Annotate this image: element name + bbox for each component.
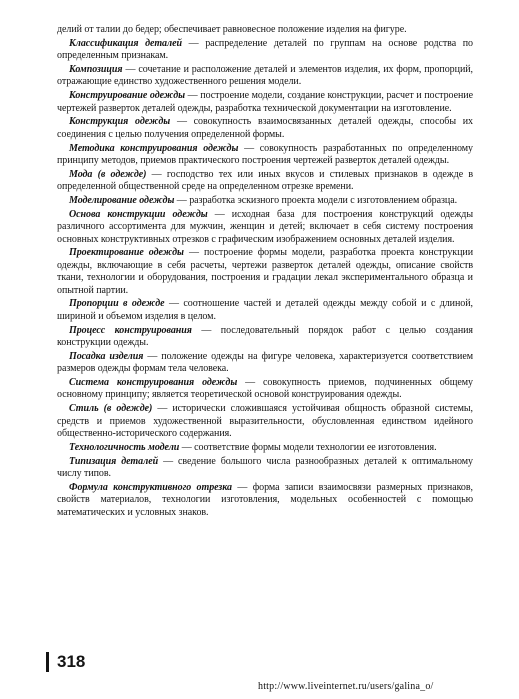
glossary-definition: — совокупность приемов, подчиненных общему основному принципу; является теоретической основой конструирования одежды.	[57, 377, 473, 401]
glossary-entry	[57, 377, 473, 402]
glossary-term: Пропорции в одежде	[69, 298, 165, 310]
glossary-definition: — исходная база для построения конструкций одежды различного ассортимента для мужчин, женщин и детей; включает в себя систему построения основных конструктивных отрезков с графическим изображением основных деталей изделия.	[57, 208, 473, 245]
glossary-definition: — соотношение частей и деталей одежды между собой и с длиной, шириной и объемом изделия в целом.	[57, 298, 473, 322]
glossary-definition: — разработка эскизного проекта модели с изготовлением образца.	[174, 195, 458, 207]
glossary-term: Типизация деталей	[69, 455, 159, 467]
page-body	[57, 24, 473, 520]
glossary-entry	[57, 442, 473, 454]
glossary-entry	[57, 403, 473, 440]
glossary-entry	[57, 209, 473, 246]
glossary-entry	[57, 143, 473, 168]
entry-continuation	[57, 24, 473, 36]
glossary-term: Основа конструкции одежды	[69, 208, 208, 220]
glossary-term: Посадка изделия	[69, 350, 144, 362]
glossary-term: Процесс конструирования	[69, 324, 192, 336]
watermark-url: http://www.liveinternet.ru/users/galina_o/	[258, 681, 434, 692]
glossary-entry	[57, 325, 473, 350]
glossary-entry	[57, 169, 473, 194]
glossary-entry	[57, 116, 473, 141]
glossary-entry	[57, 247, 473, 297]
glossary-term: Проектирование одежды	[69, 247, 184, 259]
glossary-term: Методика конструирования одежды	[69, 142, 239, 154]
glossary-definition: — соответствие формы модели технологии ее изготовления.	[179, 441, 437, 453]
glossary-definition: — совокупность разработанных по определенному принципу методов, приемов практического построения чертежей разверток деталей одежды.	[57, 142, 473, 167]
glossary-term: Стиль (в одежде)	[69, 403, 153, 415]
glossary-entry	[57, 482, 473, 519]
glossary-term: Композиция	[69, 64, 123, 75]
glossary-definition: — построение модели, создание конструкции, расчет и построение чертежей разверток деталей одежды, разработка технической документации на изготовление.	[57, 90, 473, 114]
glossary-term: Технологичность модели	[69, 441, 180, 453]
glossary-definition: — распределение деталей по группам на основе родства по определенным признакам.	[57, 37, 473, 62]
entry-text: делий от талии до бедер; обеспечивает равновесное положение изделия на фигуре.	[57, 24, 407, 35]
glossary-term: Система конструирования одежды	[69, 377, 238, 389]
glossary-entry	[57, 38, 473, 63]
glossary-term: Классификация деталей	[69, 37, 182, 49]
glossary-definition: — последовательный порядок работ с целью создания конструкции одежды.	[57, 324, 473, 349]
glossary-definition: — господство тех или иных вкусов и стилевых признаков в одежде в определенной общественной среде на определенном отрезке времени.	[57, 168, 473, 193]
glossary-term: Конструкция одежды	[69, 116, 171, 128]
glossary-entry	[57, 195, 473, 207]
glossary-term: Формула конструктивного отрезка	[69, 481, 233, 493]
glossary-term: Конструирование одежды	[69, 90, 186, 102]
glossary-definition: — сведение большого числа разнообразных деталей к оптимальному числу типов.	[57, 455, 474, 480]
glossary-entry	[57, 456, 473, 481]
glossary-entry	[57, 64, 473, 89]
glossary-definition: — форма записи взаимосвязи размерных признаков, свойств материалов, технологии изготовления, модельных особенностей с помощью математических и условных знаков.	[57, 481, 473, 518]
glossary-term: Мода (в одежде)	[69, 168, 147, 180]
glossary-definition: — сочетание и расположение деталей и элементов изделия, их форм, пропорций, отражающие единство художественного решения модели.	[57, 64, 473, 88]
glossary-entry	[57, 351, 473, 376]
glossary-definition: — положение одежды на фигуре человека, характеризуется соответствием размеров одежды формам тела человека.	[57, 350, 473, 375]
glossary-definition: — совокупность взаимосвязанных деталей одежды, способы их соединения с целью получения определенной формы.	[57, 116, 474, 140]
page-number: 318	[46, 652, 85, 672]
glossary-definition: — построение формы модели, разработка проекта конструкции одежды, включающие в себя расчеты, чертежи разверток деталей одежды, описание свойств ткани, технологии и оборудования, построения и градации лекал экспериментального образца и опытной партии.	[57, 247, 473, 296]
glossary-term: Моделирование одежды	[69, 195, 175, 207]
glossary-definition: — исторически сложившаяся устойчивая общность образной системы, средств и приемов художественной выразительности, обусловленная единством идейного общественно-исторического содержания.	[57, 403, 473, 440]
glossary-entry	[57, 90, 473, 115]
glossary-entry	[57, 298, 473, 323]
